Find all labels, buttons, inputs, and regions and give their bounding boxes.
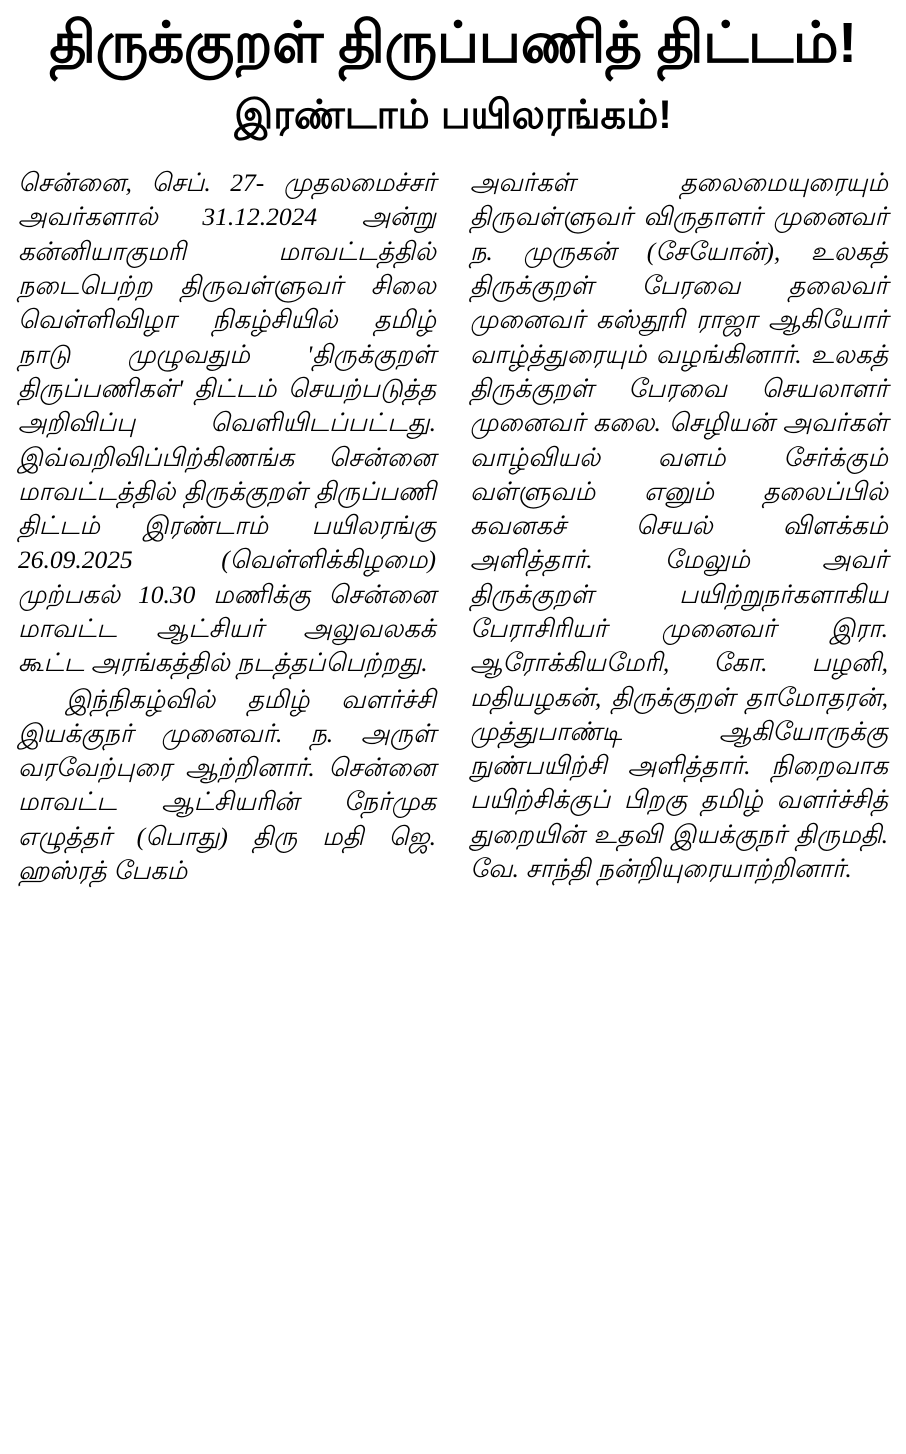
- paragraph: அவர்கள் தலைமையுரையும் திருவள்ளுவர் விருதாளர் முனைவர் ந. முருகன் (சேயோன்), உலகத் திருக்குறள் பேரவை தலைவர் முனைவர் கஸ்தூரி ராஜா ஆகியோர் வாழ்த்துரையும் வழங்கினார். உலகத் திருக்குறள் பேரவை செயலாளர் முனைவர் கலை. செழியன் அவர்கள் வாழ்வியல் வளம் சேர்க்கும் வள்ளுவம் எனும் தலைப்பில் கவனகச் செயல் விளக்கம் அளித்தார். மேலும் அவர் திருக்குறள் பயிற்றுநர்களாகிய பேராசிரியர் முனைவர் இரா. ஆரோக்கியமேரி, கோ. பழனி, மதியழகன், திருக்குறள் தாமோதரன், முத்துபாண்டி ஆகியோருக்கு நுண்பயிற்சி அளித்தார். நிறைவாக பயிற்சிக்குப் பிறகு தமிழ் வளர்ச்சித் துறையின் உதவி இயக்குநர் திருமதி. வே. சாந்தி நன்றியுரையாற்றினார்.: [470, 168, 888, 884]
- article-body: [18, 166, 888, 1351]
- article-column-right: [470, 166, 888, 1351]
- page-subtitle: இரண்டாம் பயிலரங்கம்!: [234, 93, 672, 138]
- page-title: திருக்குறள் திருப்பணித் திட்டம்!: [49, 11, 857, 75]
- article-column-left: [18, 166, 436, 1351]
- paragraph: சென்னை, செப். 27- முதலமைச்சர் அவர்களால் 31.12.2024 அன்று கன்னியாகுமரி மாவட்டத்தில் நடைபெற்ற திருவள்ளுவர் சிலை வெள்ளிவிழா நிகழ்சியில் தமிழ் நாடு முழுவதும் 'திருக்குறள் திருப்பணிகள்' திட்டம் செயற்படுத்த அறிவிப்பு வெளியிடப்பட்டது. இவ்வறிவிப்பிற்கிணங்க சென்னை மாவட்டத்தில் திருக்குறள் திருப்பணி திட்டம் இரண்டாம் பயிலரங்கு 26.09.2025 (வெள்ளிக்கிழமை) முற்பகல் 10.30 மணிக்கு சென்னை மாவட்ட ஆட்சியர் அலுவலகக் கூட்ட அரங்கத்தில் நடத்தப்பெற்றது.: [18, 168, 436, 678]
- paragraph: இந்நிகழ்வில் தமிழ் வளர்ச்சி இயக்குநர் முனைவர். ந. அருள் வரவேற்புரை ஆற்றினார். சென்னை மாவட்ட ஆட்சியரின் நேர்முக எழுத்தர் (பொது) திரு மதி ஜெ. ஹஸ்ரத் பேகம்: [18, 684, 436, 886]
